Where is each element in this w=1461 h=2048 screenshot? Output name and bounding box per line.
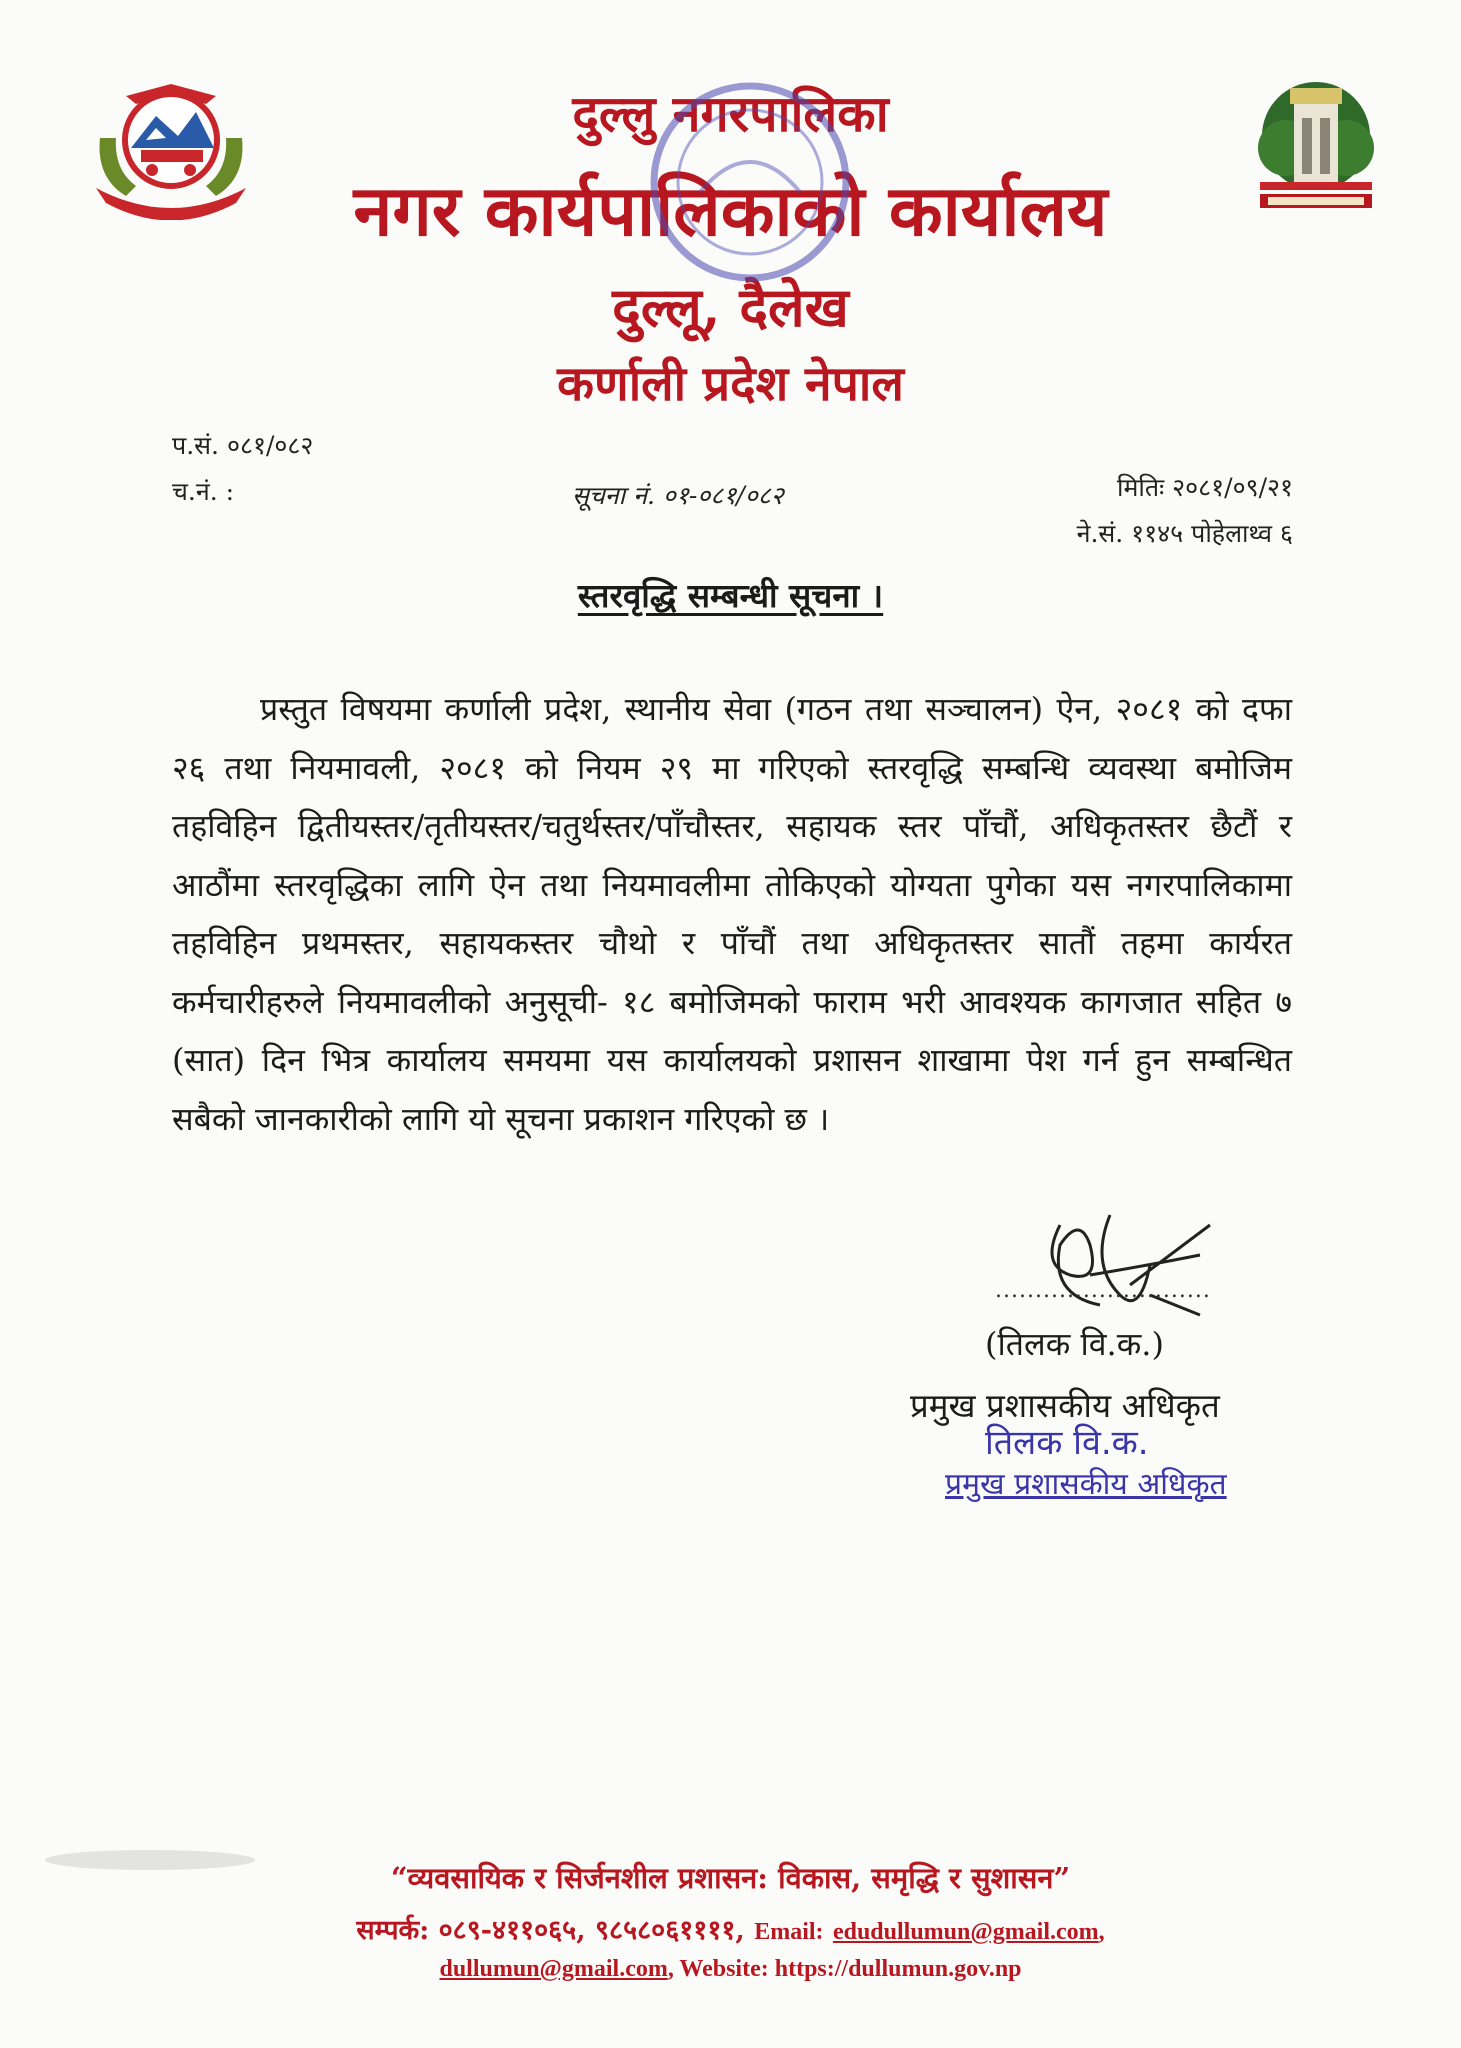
round-office-stamp-icon (640, 72, 860, 292)
email-label: Email: (754, 1919, 824, 1945)
dispatch-number: च.नं. : (172, 477, 235, 506)
municipality-name: दुल्लु नगरपालिका (572, 84, 889, 143)
handwritten-signature-icon (1030, 1205, 1220, 1325)
signature-line: ........................... (995, 1278, 1211, 1303)
office-name: नगर कार्यपालिकाको कार्यालय (353, 169, 1108, 252)
notice-date: मितिः २०८१/०९/२१ (1117, 473, 1293, 502)
email-separator: , (1098, 1919, 1105, 1945)
signatory-title: प्रमुख प्रशासकीय अधिकृत (910, 1386, 1220, 1425)
email-link-secondary[interactable]: dullumun@gmail.com (439, 1956, 668, 1982)
contact-label: सम्पर्क: (356, 1915, 430, 1946)
stamp-signatory-name: तिलक वि.क. (985, 1423, 1149, 1463)
notice-number: सूचना नं. ०१-०८१/०८२ (572, 481, 784, 510)
scan-smudge-shape (40, 1840, 260, 1880)
phone-numbers: ०८९-४११०६५, ९८५८०६११११, (438, 1915, 745, 1946)
contact-line-2 (0, 1956, 1461, 1983)
letter-reference-number: प.सं. ०८१/०८२ (172, 431, 314, 460)
office-location: दुल्लू, दैलेख (612, 275, 849, 339)
email-link-primary[interactable]: edudullumun@gmail.com (832, 1919, 1099, 1945)
contact-line (0, 1910, 1461, 1947)
notice-subject: स्तरवृद्धि सम्बन्धी सूचना । (577, 576, 884, 615)
notice-body: प्रस्तुत विषयमा कर्णाली प्रदेश, स्थानीय सेवा (गठन तथा सञ्चालन) ऐन, २०८१ को दफा २६ तथा नियमावली, २०८१ को नियम २९ मा गरिएको स्तरवृद्धि सम्बन्धि व्यवस्था बमोजिम तहविहिन द्वितीयस्तर/तृतीयस्तर/चतुर्थस्तर/पाँचौस्तर, सहायक स्तर पाँचौं, अधिकृतस्तर छैटौं र आठौंमा स्तरवृद्धिका लागि ऐन तथा नियमावलीमा तोकिएको योग्यता पुगेका यस नगरपालिकामा तहविहिन प्रथमस्तर, सहायकस्तर चौथो र पाँचौं तथा अधिकृतस्तर सातौं तहमा कार्यरत कर्मचारीहरुले नियमावलीको अनुसूची- १८ बमोजिमको फाराम भरी आवश्यक कागजात सहित ७ (सात) दिन भित्र कार्यालय समयमा यस कार्यालयको प्रशासन शाखामा पेश गर्न हुन सम्बन्धित सबैको जानकारीको लागि यो सूचना प्रकाशन गरिएको छ । (172, 690, 1292, 1138)
stamp-signatory-title: प्रमुख प्रशासकीय अधिकृत (945, 1467, 1227, 1502)
website-text[interactable]: , Website: https://dullumun.gov.np (667, 1956, 1022, 1982)
province-name: कर्णाली प्रदेश नेपाल (557, 356, 904, 412)
signatory-name: (तिलक वि.क.) (985, 1325, 1164, 1363)
office-motto: “व्यवसायिक र सिर्जनशील प्रशासन: विकास, समृद्धि र सुशासन” (390, 1861, 1071, 1895)
nepal-sambat-date: ने.सं. ११४५ पोहेलाथ्व ६ (1076, 519, 1293, 548)
